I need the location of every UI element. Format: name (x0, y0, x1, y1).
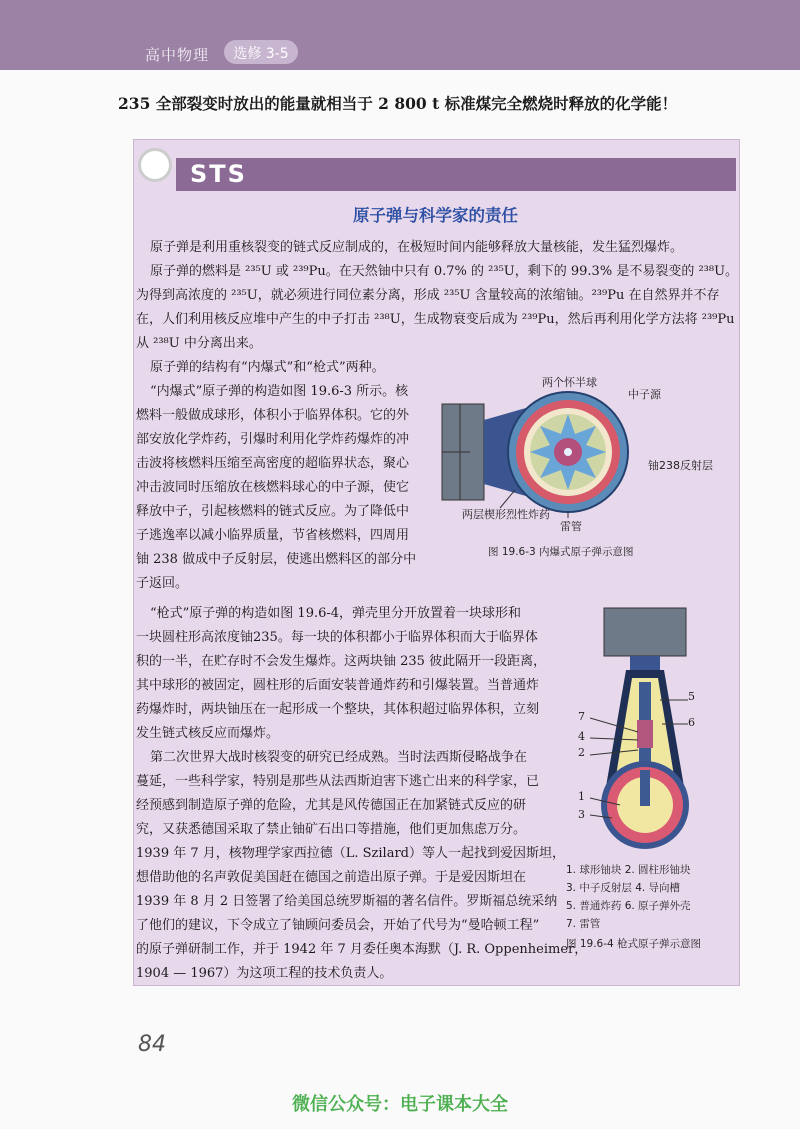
label-reflector: 铀238反射层 (648, 459, 713, 472)
label-neutron-source: 中子源 (628, 388, 661, 401)
callout-3: 3 (578, 808, 585, 821)
body-line: 为得到高浓度的 ²³⁵U，就必须进行同位素分离，形成 ²³⁵U 含量较高的浓缩铀。²³⁹Pu 在自然界并不存 (136, 288, 720, 303)
sts-label: STS (190, 160, 247, 188)
body-line: 释放中子，引起核燃料的链式反应。为了降低中 (136, 504, 410, 519)
body-line: 1939 年 7 月，核物理学家西拉德（L. Szilard）等人一起找到爱因斯坦， (136, 846, 566, 861)
label-explosive: 两层楔形烈性炸药 (462, 508, 550, 521)
body-line: 1904 — 1967）为这项工程的技术负责人。 (136, 966, 393, 981)
article-title: 原子弹与科学家的责任 (353, 206, 518, 225)
callout-6: 6 (688, 716, 695, 729)
gun-legend-line: 7. 雷管 (566, 918, 601, 930)
gun-legend-line: 5. 普通炸药 6. 原子弹外壳 (566, 900, 691, 912)
callout-4: 4 (578, 730, 585, 743)
gun-bomb-diagram (590, 600, 700, 855)
body-line: 1939 年 8 月 2 日签署了给美国总统罗斯福的著名信件。罗斯福总统采纳 (136, 894, 558, 909)
gun-legend-line: 3. 中子反射层 4. 导向槽 (566, 882, 681, 894)
body-line: 了他们的建议，下令成立了铀顾问委员会，开始了代号为“曼哈顿工程” (136, 918, 540, 933)
body-line: 想借助他的名声敦促美国赶在德国之前造出原子弹。于是爱因斯坦在 (136, 870, 527, 885)
body-line: 铀 238 做成中子反射层，使逃出燃料区的部分中 (136, 552, 417, 567)
body-line: 击波将核燃料压缩至高密度的超临界状态，聚心 (136, 456, 410, 471)
sts-circle-icon (138, 148, 172, 182)
callout-5: 5 (688, 690, 695, 703)
callout-1: 1 (578, 790, 585, 803)
body-line: 积的一半，在贮存时不会发生爆炸。这两块铀 235 彼此隔开一段距离， (136, 654, 547, 669)
body-line: “枪式”原子弹的构造如图 19.6-4，弹壳里分开放置着一块球形和 (150, 606, 522, 621)
body-line: 燃料一般做成球形，体积小于临界体积。它的外 (136, 408, 410, 423)
body-line: 蔓延，一些科学家，特别是那些从法西斯迫害下逃亡出来的科学家，已 (136, 774, 540, 789)
body-line: “内爆式”原子弹的构造如图 19.6-3 所示。核 (150, 384, 409, 399)
figure-caption-implosion: 图 19.6-3 内爆式原子弹示意图 (488, 546, 634, 558)
body-line: 冲击波同时压缩放在核燃料球心的中子源，使它 (136, 480, 410, 495)
body-line: 第二次世界大战时核裂变的研究已经成熟。当时法西斯侵略战争在 (150, 750, 528, 765)
body-line: 一块圆柱形高浓度铀235。每一块的体积都小于临界体积而大于临界体 (136, 630, 538, 645)
label-detonator: 雷管 (560, 520, 582, 533)
watermark: 微信公众号：电子课本大全 (292, 1094, 508, 1115)
body-line: 原子弹的结构有“内爆式”和“枪式”两种。 (150, 360, 385, 375)
header-band (0, 0, 800, 70)
body-line: 子返回。 (136, 576, 189, 591)
body-line: 发生链式核反应而爆炸。 (136, 726, 280, 741)
book-title: 高中物理 (145, 46, 210, 64)
body-line: 原子弹是利用重核裂变的链式反应制成的，在极短时间内能够释放大量核能，发生猛烈爆炸。 (150, 240, 684, 255)
body-line: 药爆炸时，两块铀压在一起形成一个整块，其体积超过临界体积，立刻 (136, 702, 540, 717)
page-number: 84 (138, 1032, 166, 1057)
body-line: 究，又获悉德国采取了禁止铀矿石出口等措施，他们更加焦虑万分。 (136, 822, 527, 837)
body-line: 从 ²³⁸U 中分离出来。 (136, 336, 262, 351)
label-hemispheres: 两个怀半球 (542, 376, 597, 389)
body-line: 原子弹的燃料是 ²³⁵U 或 ²³⁹Pu。在天然铀中只有 0.7% 的 ²³⁵U，剩下的 99.3% 是不易裂变的 ²³⁸U。 (150, 264, 739, 279)
body-line: 部安放化学炸药，引爆时利用化学炸药爆炸的冲 (136, 432, 410, 447)
top-line: 235 全部裂变时放出的能量就相当于 2 800 t 标准煤完全燃烧时释放的化学能！ (118, 94, 678, 113)
callout-2: 2 (578, 746, 585, 759)
module-badge (224, 40, 298, 64)
body-line: 子逃逸率以减小临界质量，节省核燃料，四周用 (136, 528, 410, 543)
module-label: 选修 3-5 (233, 46, 289, 62)
body-line: 在，人们利用核反应堆中产生的中子打击 ²³⁸U，生成物衰变后成为 ²³⁹Pu，然后再利用化学方法将 ²³⁹Pu (136, 312, 735, 327)
body-line: 的原子弹研制工作，并于 1942 年 7 月委任奥本海默（J. R. Oppenheimer， (136, 942, 588, 957)
figure-caption-gun: 图 19.6-4 枪式原子弹示意图 (566, 938, 702, 950)
gun-legend-line: 1. 球形铀块 2. 圆柱形铀块 (566, 864, 691, 876)
callout-7: 7 (578, 710, 585, 723)
body-line: 经预感到制造原子弹的危险，尤其是风传德国正在加紧链式反应的研 (136, 798, 527, 813)
sts-banner (176, 158, 736, 191)
body-line: 其中球形的被固定，圆柱形的后面安装普通炸药和引爆装置。当普通炸 (136, 678, 540, 693)
